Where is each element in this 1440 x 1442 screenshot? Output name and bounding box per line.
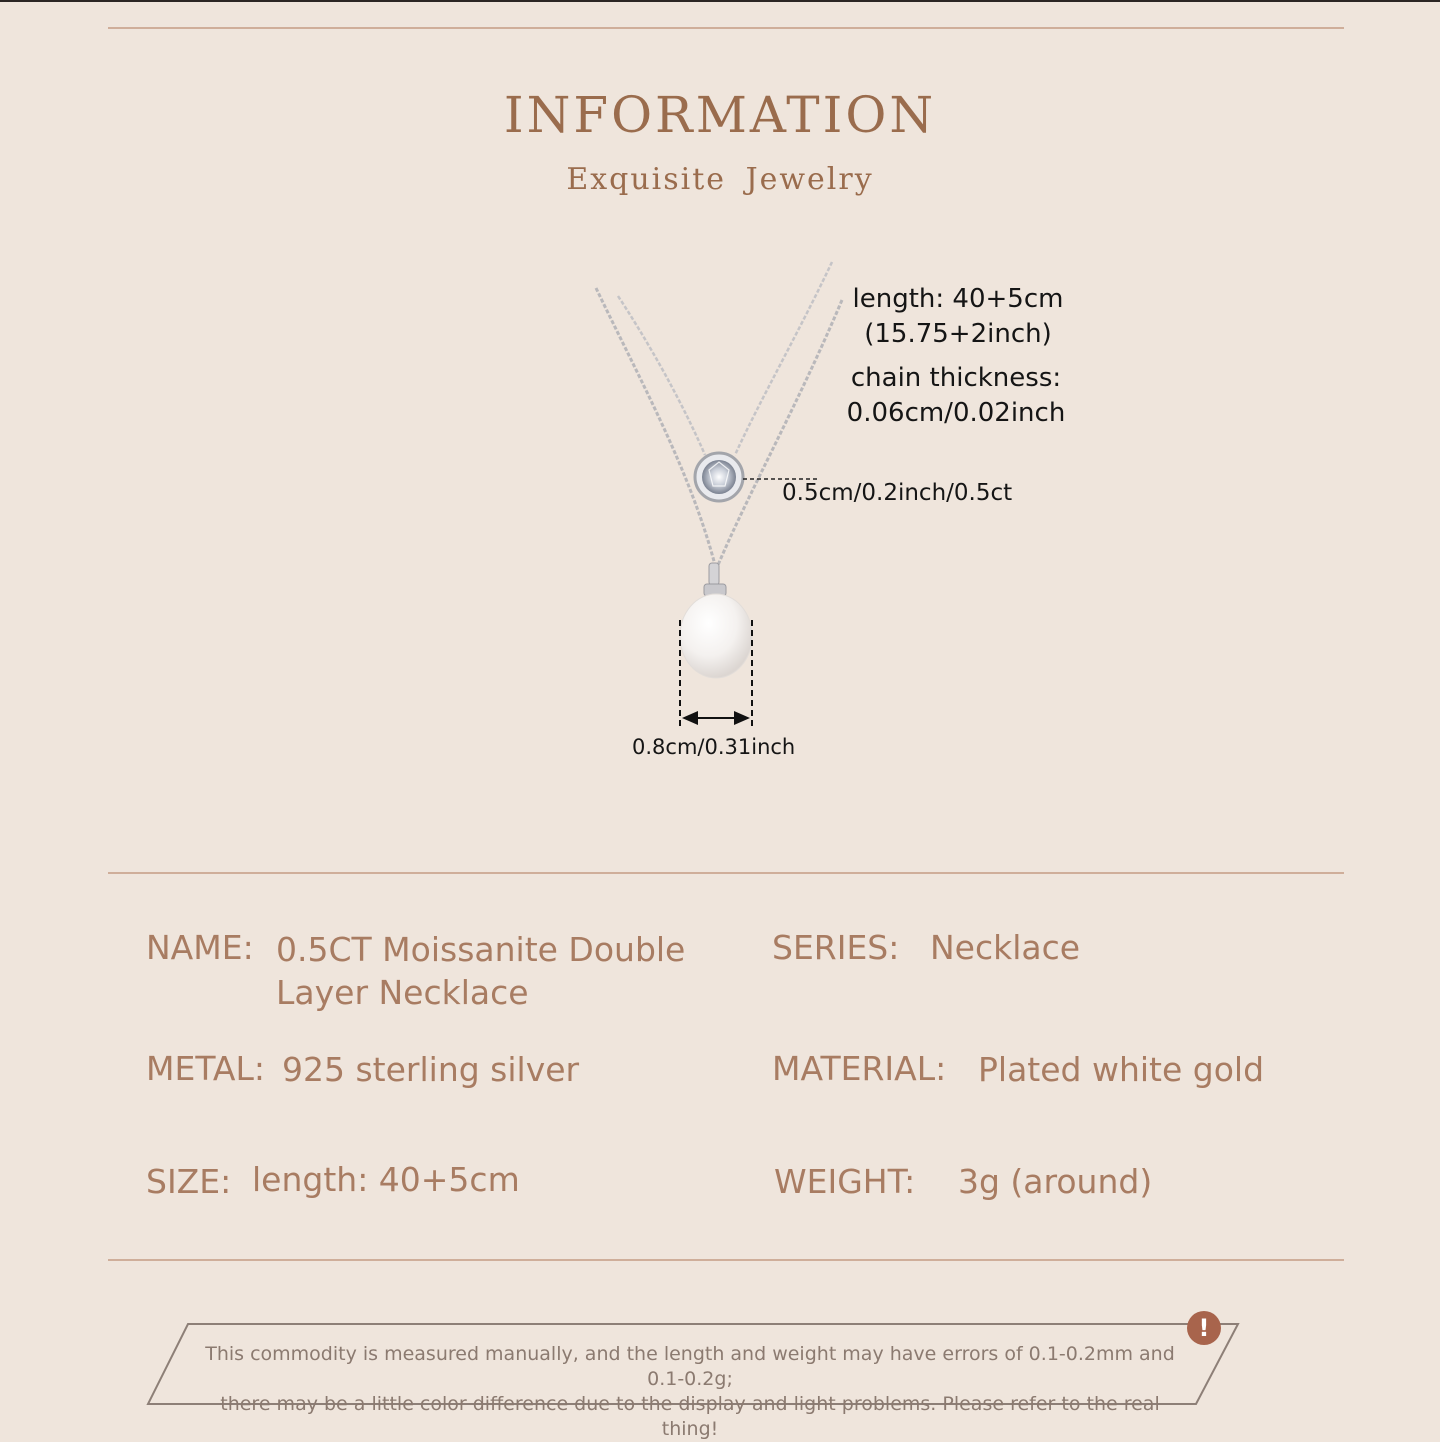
top-border xyxy=(0,0,1440,2)
spec-series-value: Necklace xyxy=(930,928,1081,967)
spec-weight-value: 3g (around) xyxy=(958,1162,1153,1201)
exclamation-icon: ! xyxy=(1187,1311,1221,1345)
notice-line1: This commodity is measured manually, and the length and weight may have errors of 0.1-0.2mm and 0.1-0.2g; xyxy=(205,1343,1175,1390)
spec-size-label: SIZE: xyxy=(146,1162,232,1201)
length-annotation-line1: length: 40+5cm xyxy=(852,284,1064,314)
page-subtitle: Exquisite Jewelry xyxy=(566,162,874,197)
chain-annotation-line1: chain thickness: xyxy=(850,363,1062,393)
spec-series-label: SERIES: xyxy=(772,928,900,967)
length-annotation-line2: (15.75+2inch) xyxy=(864,319,1052,349)
chain-annotation-line2: 0.06cm/0.02inch xyxy=(846,398,1066,428)
pearl xyxy=(680,594,752,678)
page-title: INFORMATION xyxy=(503,86,937,144)
notice-text xyxy=(190,1342,1190,1442)
spec-metal-value: 925 sterling silver xyxy=(282,1050,580,1089)
spec-weight-label: WEIGHT: xyxy=(774,1162,916,1201)
divider-bottom xyxy=(108,1259,1344,1261)
spec-name-value-line2: Layer Necklace xyxy=(276,973,529,1012)
chain-thickness-annotation xyxy=(836,361,1076,431)
pearl-size-annotation: 0.8cm/0.31inch xyxy=(632,735,796,759)
spec-material-label: MATERIAL: xyxy=(772,1049,947,1088)
spec-metal-label: METAL: xyxy=(146,1049,265,1088)
spec-size-value: length: 40+5cm xyxy=(252,1160,520,1199)
spec-material-value: Plated white gold xyxy=(978,1050,1265,1089)
notice-line2: there may be a little color difference due to the display and light problems. Please refer to the real thing! xyxy=(220,1393,1160,1440)
stone-size-annotation: 0.5cm/0.2inch/0.5ct xyxy=(782,480,1013,506)
length-annotation xyxy=(838,282,1078,352)
outer-chain xyxy=(596,288,715,565)
spec-name-label: NAME: xyxy=(146,928,254,967)
spec-name-value-line1: 0.5CT Moissanite Double xyxy=(276,930,686,969)
inner-chain xyxy=(618,296,705,455)
divider-middle xyxy=(108,872,1344,874)
outer-chain-right xyxy=(718,300,842,565)
divider-top xyxy=(108,27,1344,29)
spec-name-value xyxy=(276,928,685,1014)
